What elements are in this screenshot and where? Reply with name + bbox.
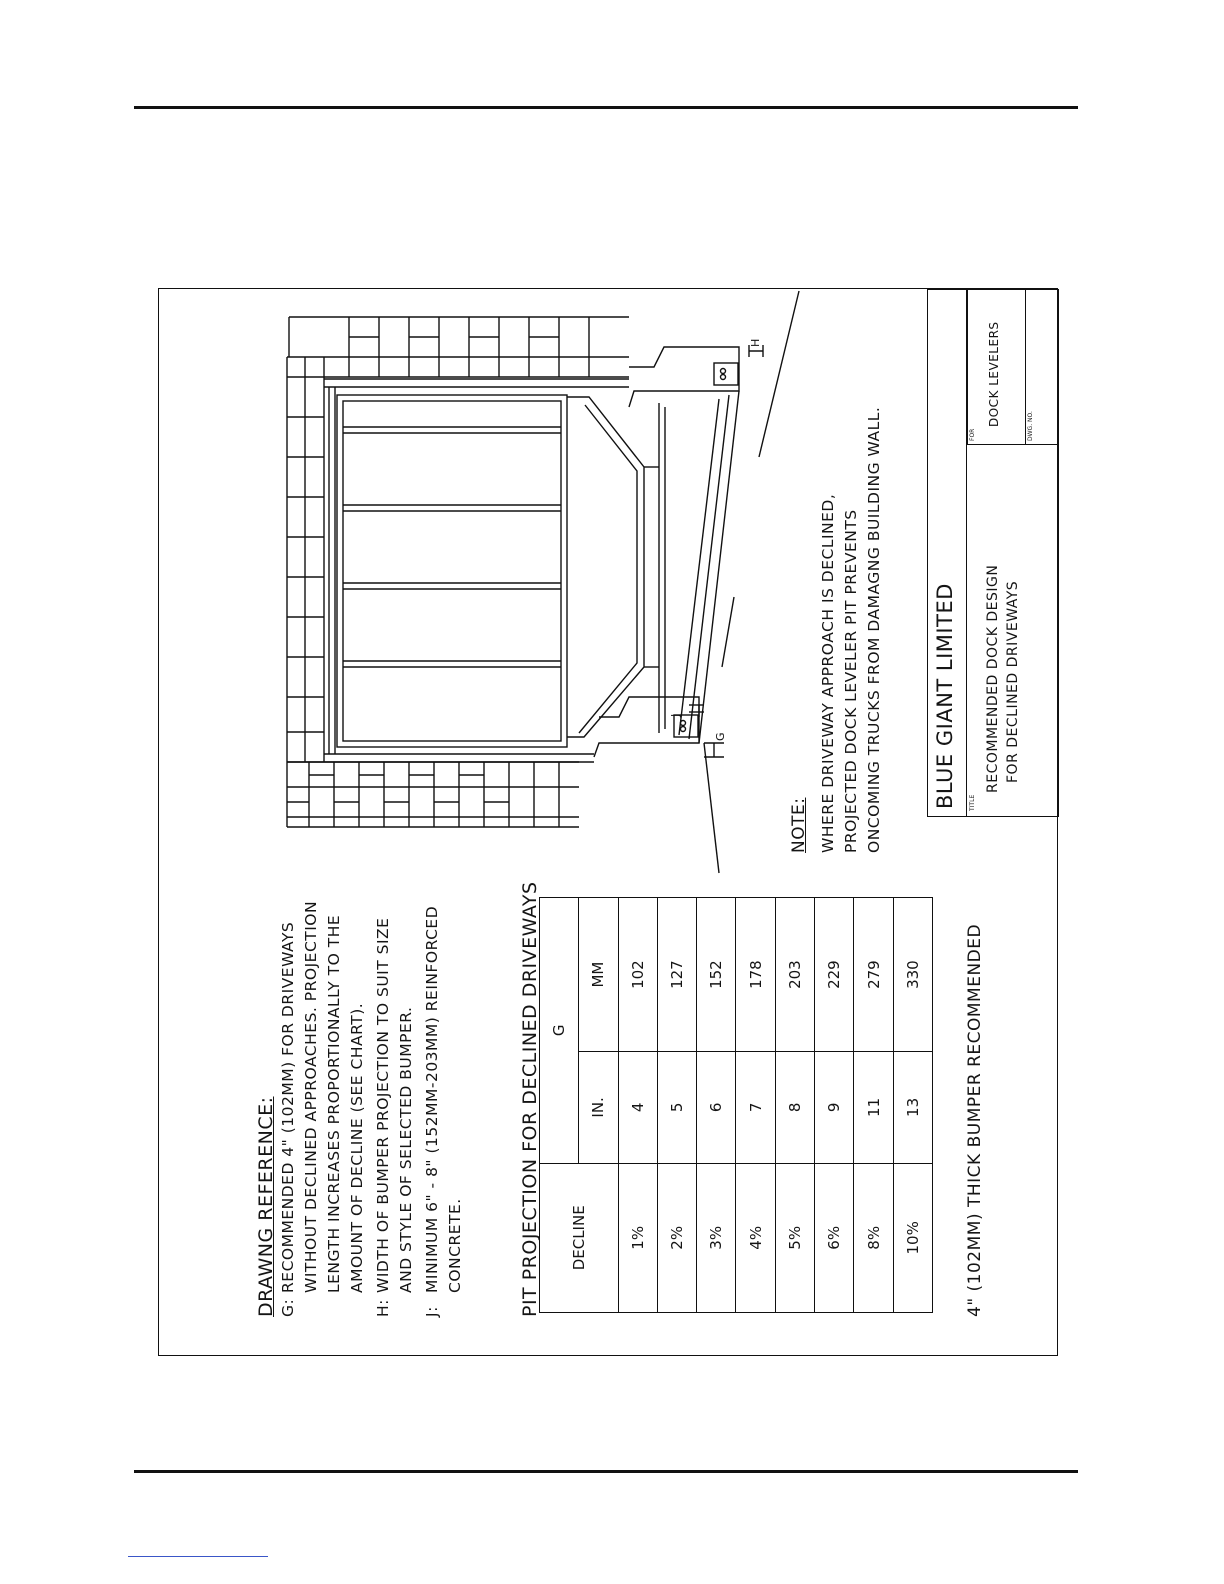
cell-in: 7 [736,1052,775,1163]
drawing-reference-heading: DRAWNG REFERENCE: [255,1096,277,1317]
note-line-1: WHERE DRIVEWAY APPROACH IS DECLINED, [819,493,837,853]
dock-leveler-illustration [159,289,1059,1357]
cell-decline: 8% [854,1163,893,1312]
dock-door [337,395,567,747]
drawing-sheet [159,289,1059,1357]
driveway-line-left [704,743,719,873]
note-g-line-2: WITHOUT DECLINED APPROACHES. PROJECTION [302,900,320,1293]
label-h: H [749,338,762,347]
cell-decline: 5% [775,1163,814,1312]
note-line-3: ONCOMING TRUCKS FROM DAMAGNG BUILDING WALL. [865,406,883,853]
label-j: J [669,713,682,717]
dock-leveler-deck [567,397,665,737]
cell-mm: 127 [657,898,696,1052]
pit-table-title: PIT PROJECTION FOR DECLINED DRIVEWAYS [519,881,541,1317]
note-j-line-2: CONCRETE. [446,1198,464,1293]
note-h-line-1: WIDTH OF BUMPER PROJECTION TO SUIT SIZE [374,917,392,1293]
title-line-2: FOR DECLINED DRIVEWAYS [1005,580,1021,783]
footer-rule [134,1470,1078,1473]
title-line-1: RECOMMENDED DOCK DESIGN [985,564,1001,793]
cell-mm: 178 [736,898,775,1052]
drawing-frame [158,288,1058,1356]
cell-decline: 10% [893,1163,932,1312]
note-line-2: PROJECTED DOCK LEVELER PIT PREVENTS [842,509,860,853]
brick-wall-top [287,357,324,762]
cell-in: 9 [815,1052,854,1163]
cell-mm: 279 [854,898,893,1052]
title-tag: TITLE [969,794,976,811]
dimension-marks [689,345,763,757]
brick-wall-left [287,762,579,827]
cell-decline: 6% [815,1163,854,1312]
cell-mm: 102 [618,898,657,1052]
for-tag: FOR [969,428,976,441]
cell-decline: 4% [736,1163,775,1312]
company-name: BLUE GIANT LIMITED [933,583,957,809]
cell-decline: 2% [657,1163,696,1312]
cell-mm: 203 [775,898,814,1052]
cell-decline: 3% [697,1163,736,1312]
note-key-g: G: [279,1298,297,1317]
pit-projection [594,347,739,757]
title-block [927,289,1059,817]
header-decline: DECLINE [540,1163,619,1312]
note-g-line-3: LENGTH INCREASES PROPORTIONALLY TO THE [325,914,343,1293]
brick-wall-right [287,317,629,377]
cell-in: 11 [854,1052,893,1163]
header-rule [134,106,1078,109]
note-key-j: J: [423,1306,441,1317]
note-heading: NOTE: [789,797,809,853]
footnote-separator [128,1556,268,1557]
note-h-line-2: AND STYLE OF SELECTED BUMPER. [397,1006,415,1293]
door-frame [324,379,629,762]
dwg-tag: DWG. NO. [1027,411,1034,441]
cell-in: 6 [697,1052,736,1163]
label-g: G [714,732,727,741]
header-mm: MM [579,898,618,1052]
header-g: G [540,898,579,1164]
driveway-line-right-2 [759,291,799,457]
cell-mm: 229 [815,898,854,1052]
cell-in: 5 [657,1052,696,1163]
note-g-line-4: AMOUNT OF DECLINE (SEE CHART). [348,1002,366,1293]
driveway-line-right [722,597,734,667]
note-g-line-1: RECOMMENDED 4" (102MM) FOR DRIVEWAYS [279,921,297,1293]
cell-mm: 330 [893,898,932,1052]
note-j-line-1: MINIMUM 6" - 8" (152MM-203MM) REINFORCED [423,905,441,1293]
bumper-note: 4" (102MM) THICK BUMPER RECOMMENDED [965,923,985,1317]
cell-in: 8 [775,1052,814,1163]
cell-in: 13 [893,1052,932,1163]
cell-decline: 1% [618,1163,657,1312]
cell-in: 4 [618,1052,657,1163]
for-value: DOCK LEVELERS [987,321,1001,427]
cell-mm: 152 [697,898,736,1052]
header-in: IN. [579,1052,618,1163]
note-key-h: H: [374,1299,392,1317]
